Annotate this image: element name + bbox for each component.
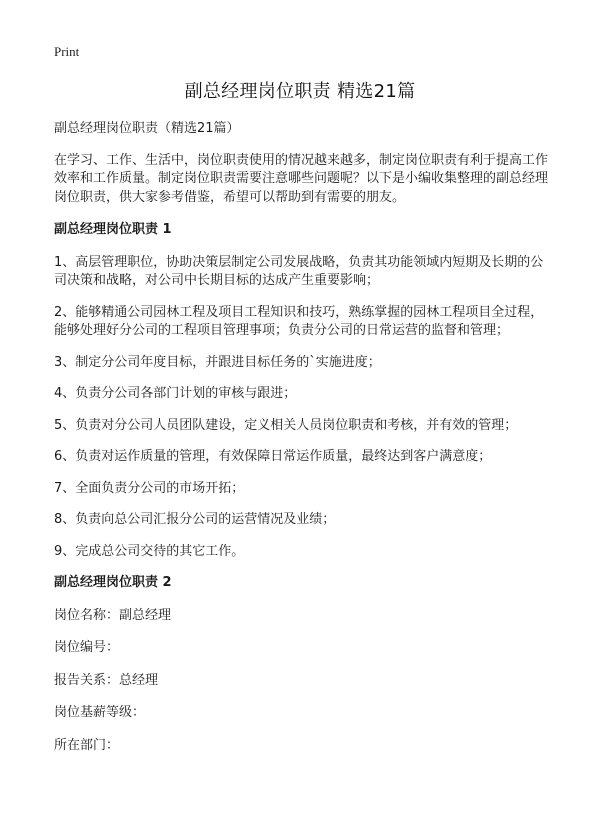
intro-paragraph: 在学习、工作、生活中，岗位职责使用的情况越来越多，制定岗位职责有利于提高工作效率和工作质量。制定岗位职责需要注意哪些问题呢？以下是小编收集整理的副总经理岗位职责，供大家参考借鉴，希望可以帮助到有需要的朋友。	[54, 152, 549, 205]
document-subtitle: 副总经理岗位职责（精选21篇）	[54, 121, 240, 136]
section-heading-1: 副总经理岗位职责 1	[54, 222, 172, 237]
duty-item-2: 2、能够精通公司园林工程及项目工程知识和技巧，熟练掌握的园林工程项目全过程，能够处理好分公司的工程项目管理事项；负责分公司的日常运营的监督和管理；	[54, 304, 544, 338]
duty-item-5: 5、负责对分公司人员团队建设，定义相关人员岗位职责和考核，并有效的管理；	[54, 417, 518, 433]
document-body	[54, 120, 550, 769]
print-label: Print	[54, 44, 80, 59]
section-heading-2: 副总经理岗位职责 2	[54, 575, 172, 590]
field-department: 所在部门：	[54, 737, 120, 753]
duty-item-4: 4、负责分公司各部门计划的审核与跟进；	[54, 386, 297, 401]
duty-item-7: 7、全面负责分公司的市场开拓；	[54, 480, 245, 496]
field-position-number: 岗位编号：	[54, 640, 120, 655]
duty-item-1: 1、高层管理职位，协助决策层制定公司发展战略，负责其功能领域内短期及长期的公司决策和战略，对公司中长期目标的达成产生重要影响；	[54, 254, 544, 288]
duty-item-8: 8、负责向总公司汇报分公司的运营情况及业绩；	[54, 512, 336, 527]
field-position-name: 岗位名称：副总经理	[54, 607, 172, 623]
duty-item-9: 9、完成总公司交待的其它工作。	[54, 543, 245, 559]
document-title: 副总经理岗位职责 精选21篇	[184, 81, 416, 102]
duty-item-3: 3、制定分公司年度目标，并跟进目标任务的`实施进度；	[54, 354, 381, 370]
field-reporting-line: 报告关系：总经理	[54, 672, 159, 688]
field-salary-grade: 岗位基薪等级：	[54, 705, 146, 720]
duty-item-6: 6、负责对运作质量的管理，有效保障日常运作质量，最终达到客户满意度；	[54, 449, 492, 464]
